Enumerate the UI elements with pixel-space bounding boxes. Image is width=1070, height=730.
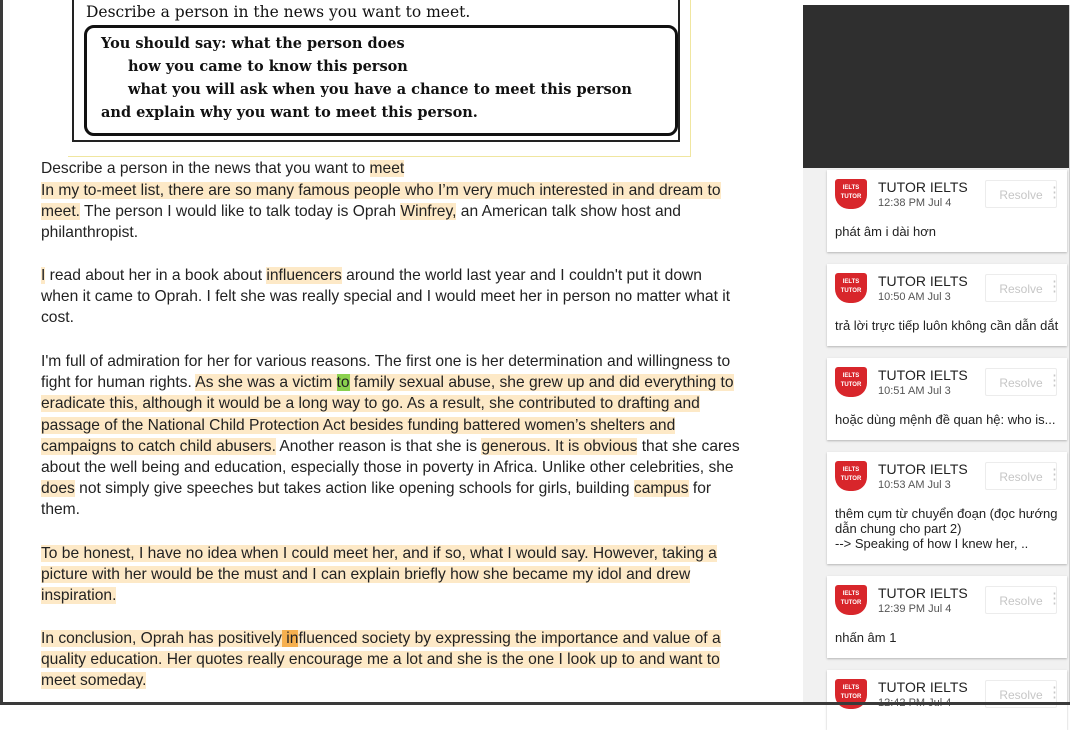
commented-text[interactable]: meet someday.: [41, 672, 147, 690]
body-text: them.: [41, 501, 80, 519]
comment-text: phát âm i dài hơn: [835, 224, 937, 239]
comment-timestamp: 10:50 AM Jul 3: [878, 291, 951, 303]
body-text: read about her in a book about: [45, 267, 267, 284]
commented-text[interactable]: campaigns to catch child abusers.: [41, 437, 276, 455]
commented-text[interactable]: In conclusion, Oprah has positively: [41, 630, 282, 647]
ielts-tutor-logo-icon: IELTS TUTOR: [840, 373, 862, 388]
comment-author: TUTOR IELTS: [878, 367, 968, 383]
more-vertical-icon[interactable]: ⋮: [1047, 466, 1062, 483]
body-text: philanthropist.: [41, 224, 139, 242]
comment-author: TUTOR IELTS: [878, 461, 968, 477]
exam-card-cue-box: [84, 25, 678, 136]
body-text: an American talk show host and: [456, 203, 681, 221]
more-vertical-icon[interactable]: ⋮: [1047, 684, 1062, 701]
comment-timestamp: 10:53 AM Jul 3: [878, 479, 951, 491]
comment-text: thêm cụm từ chuyển đoạn (đọc hướng dẫn chung cho part 2) --> Speaking of how I knew her, ..: [835, 506, 1058, 551]
commented-text[interactable]: society by expressing the importance and value of a: [357, 630, 721, 647]
commented-text[interactable]: campus: [633, 480, 689, 498]
commented-text[interactable]: passage of the National Child Protection Act besides funding battered women’s shelters and: [41, 416, 676, 434]
commented-text[interactable]: quality education. Her quotes really encourage me a lot and she is the one I look up to and want to: [41, 651, 720, 669]
cue-line-2: how you came to know this person: [128, 58, 408, 75]
avatar: [835, 585, 867, 615]
comment-author: TUTOR IELTS: [878, 179, 968, 195]
cue-line-3: what you will ask when you have a chance to meet this person: [128, 81, 632, 98]
exam-card-frame: [72, 0, 680, 142]
resolve-button[interactable]: Resolve: [985, 586, 1057, 614]
body-text: that she cares: [637, 437, 740, 455]
comment-card[interactable]: [827, 452, 1067, 564]
paragraph-reasons: [41, 351, 781, 521]
ielts-tutor-logo-icon: IELTS TUTOR: [840, 279, 862, 294]
document-title: [41, 158, 781, 179]
body-text: not simply give speeches but takes action like opening schools for girls, building: [74, 480, 634, 498]
body-text: fight for human rights.: [41, 374, 196, 392]
comment-text: nhấn âm 1: [835, 630, 897, 645]
body-text: around the world last year and I couldn't put it down: [341, 267, 702, 284]
paragraph-how-known: [41, 265, 781, 329]
resolve-button[interactable]: Resolve: [985, 462, 1057, 490]
more-vertical-icon[interactable]: ⋮: [1047, 278, 1062, 295]
exam-card-image: [68, 0, 691, 157]
window-frame-bottom: [0, 702, 1070, 705]
body-text: cost.: [41, 309, 74, 327]
ielts-tutor-logo-icon: IELTS TUTOR: [840, 467, 862, 482]
avatar: [835, 273, 867, 303]
commented-text[interactable]: In my to-meet list, there are so many famous people who I’m very much interested in and dream to: [41, 182, 721, 199]
commented-text[interactable]: eradicate this, although it would be a long way to go. As a result, she contributed to drafting and: [41, 395, 700, 413]
commented-text[interactable]: meet.: [41, 203, 80, 221]
more-vertical-icon[interactable]: ⋮: [1047, 372, 1062, 389]
commented-text[interactable]: Winfrey,: [400, 203, 457, 221]
comment-timestamp: 12:39 PM Jul 4: [878, 603, 952, 615]
comment-card[interactable]: [827, 170, 1067, 252]
selected-text[interactable]: to: [336, 374, 350, 392]
commented-text[interactable]: does: [41, 480, 75, 498]
commented-text[interactable]: To be honest, I have no idea when I could meet her, and if so, what I would say. However, taking a: [41, 545, 717, 562]
more-vertical-icon[interactable]: ⋮: [1047, 184, 1062, 201]
comment-text: hoặc dùng mệnh đề quan hệ: who is...: [835, 412, 1056, 427]
title-text: Describe a person in the news that you want to: [41, 160, 370, 177]
resolve-button[interactable]: Resolve: [985, 274, 1057, 302]
comment-text: trả lời trực tiếp luôn không cần dẫn dắt: [835, 318, 1059, 333]
ielts-tutor-logo-icon: IELTS TUTOR: [840, 185, 862, 200]
sidebar-dark-area: [803, 5, 1070, 168]
comment-card[interactable]: [827, 576, 1067, 658]
commented-text[interactable]: I: [41, 267, 46, 284]
paragraph-conclusion: [41, 628, 781, 692]
ielts-tutor-logo-icon: IELTS TUTOR: [840, 591, 862, 606]
body-text: I'm full of admiration for her for various reasons. The first one is her determination and willingness to: [41, 353, 731, 370]
commented-text[interactable]: generous. It is obvious: [481, 437, 638, 455]
comment-card[interactable]: [827, 358, 1067, 440]
comment-card[interactable]: [827, 264, 1067, 346]
commented-text[interactable]: meet: [369, 160, 405, 177]
commented-text[interactable]: influencers: [266, 267, 342, 284]
paragraph-meeting: [41, 543, 781, 607]
ielts-tutor-logo-icon: IELTS TUTOR: [840, 685, 862, 700]
commented-text[interactable]: fluenced: [298, 630, 358, 647]
avatar: [835, 461, 867, 491]
paragraph-intro: [41, 180, 781, 244]
body-text: for: [688, 480, 712, 498]
resolve-button[interactable]: Resolve: [985, 680, 1057, 708]
avatar: [835, 179, 867, 209]
body-text: The person I would like to talk today is Oprah: [80, 203, 401, 221]
comment-timestamp: 10:51 AM Jul 3: [878, 385, 951, 397]
commented-text[interactable]: inspiration.: [41, 587, 117, 605]
commented-text[interactable]: As she was a victim: [195, 374, 337, 392]
body-text: Another reason is that she is: [275, 437, 482, 455]
cue-line-1: You should say: what the person does: [101, 35, 405, 52]
resolve-button[interactable]: Resolve: [985, 180, 1057, 208]
active-comment-text[interactable]: in: [281, 630, 299, 647]
comment-card[interactable]: [827, 670, 1067, 730]
comment-timestamp: 12:38 PM Jul 4: [878, 197, 952, 209]
commented-text[interactable]: family sexual abuse, she grew up and did everything to: [349, 374, 734, 392]
body-text: about the well being and education, especially those in poverty in Africa. Unlike other celebrities, she: [41, 459, 734, 477]
resolve-button[interactable]: Resolve: [985, 368, 1057, 396]
document-page[interactable]: [3, 0, 803, 702]
comment-author: TUTOR IELTS: [878, 273, 968, 289]
comment-author: TUTOR IELTS: [878, 585, 968, 601]
commented-text[interactable]: picture with her would be the must and I can explain briefly how she became my idol and drew: [41, 566, 691, 584]
body-text: when it came to Oprah. I felt she was really special and I would meet her in person no matter what it: [41, 288, 731, 306]
comments-sidebar: [803, 5, 1070, 702]
exam-card-title: Describe a person in the news you want to meet.: [86, 3, 471, 21]
cue-line-4: and explain why you want to meet this person.: [101, 104, 478, 121]
more-vertical-icon[interactable]: ⋮: [1047, 590, 1062, 607]
avatar: [835, 367, 867, 397]
comment-author: TUTOR IELTS: [878, 679, 968, 695]
